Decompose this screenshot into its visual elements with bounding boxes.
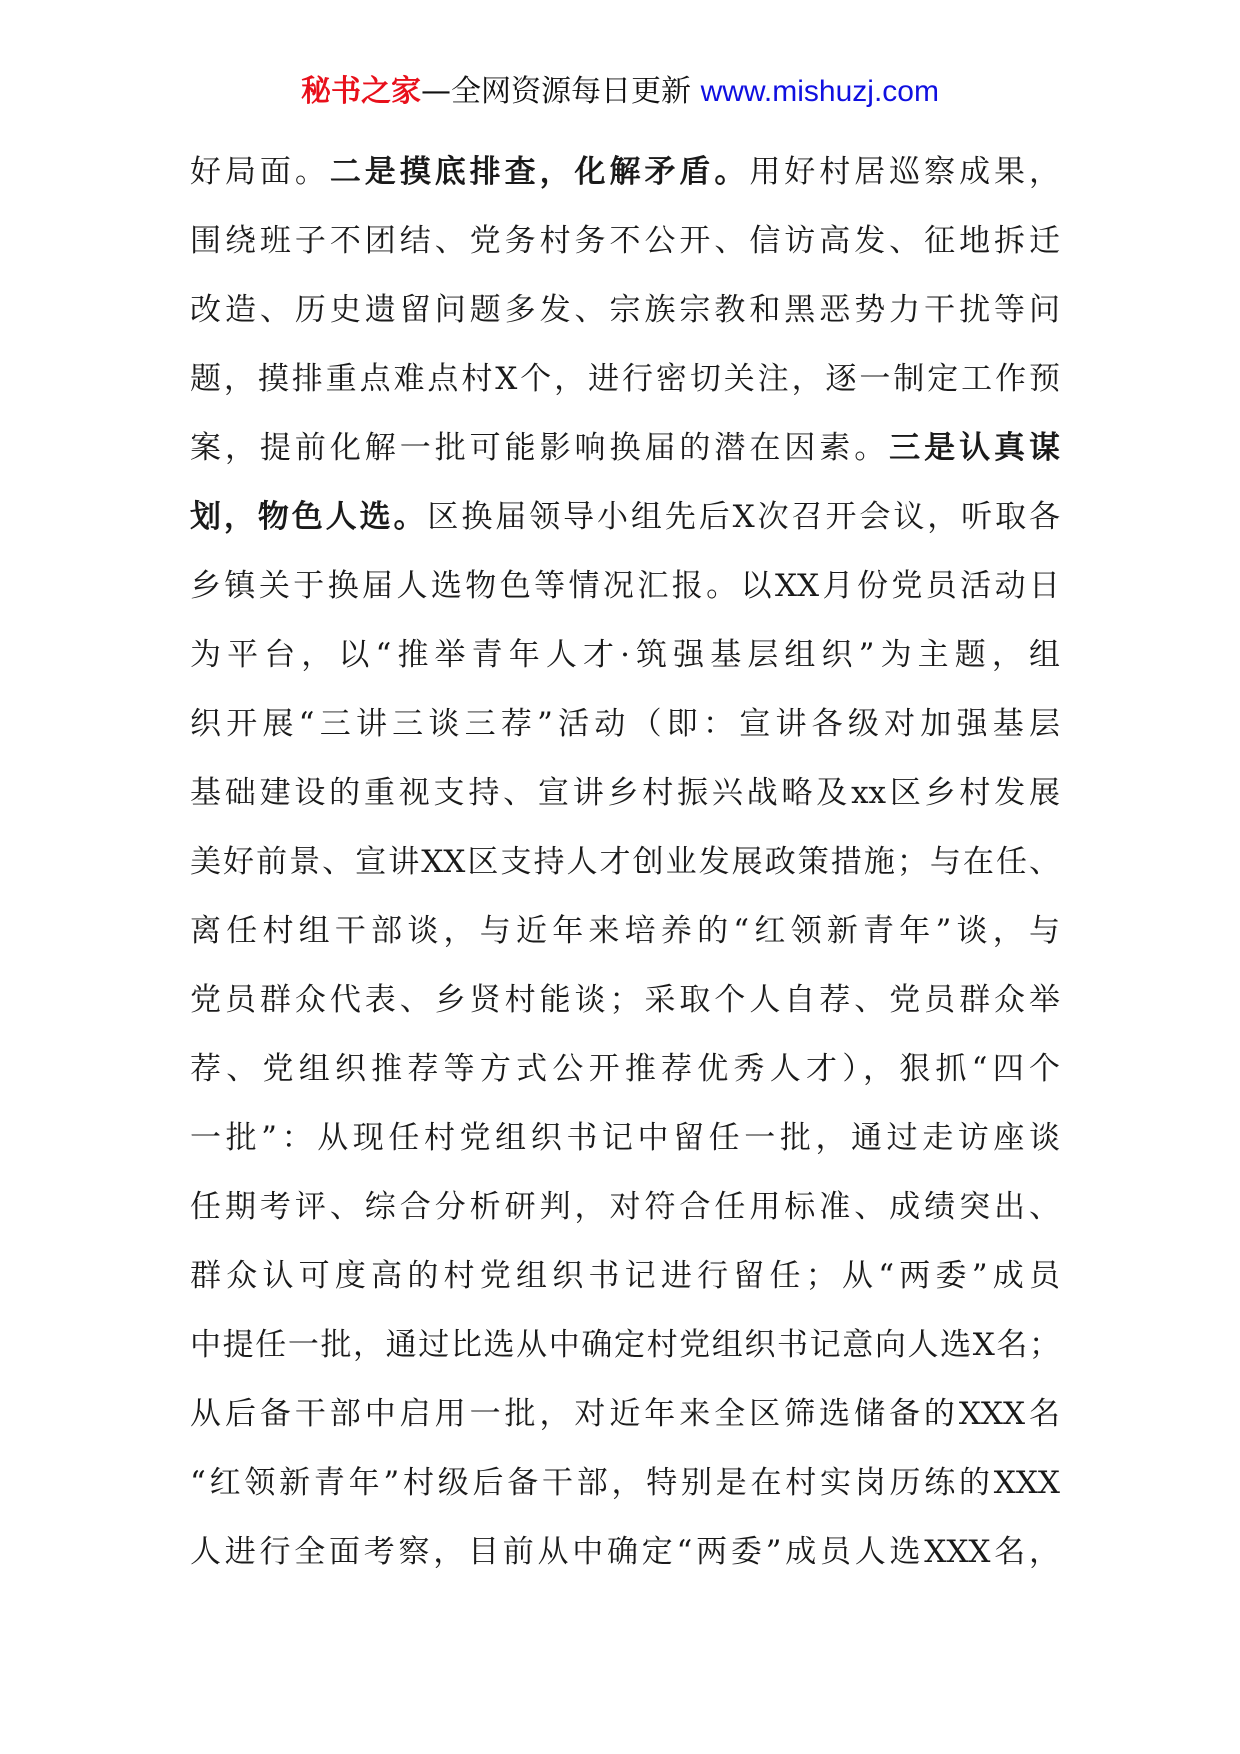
- text-line: [190, 621, 1060, 690]
- text-line: [190, 828, 1060, 897]
- text-line: [190, 414, 1060, 483]
- body-text-segment: 从后备干部中启用一批，对近年来全区筛选储备的XXX名: [190, 1396, 1060, 1432]
- header-tagline: 全网资源每日更新: [451, 74, 692, 109]
- document-body: [190, 138, 1060, 1587]
- body-text-segment: 案，提前化解一批可能影响换届的潜在因素。: [190, 430, 890, 466]
- body-text-segment: 群众认可度高的村党组织书记进行留任；从“两委”成员: [190, 1258, 1060, 1294]
- body-text-segment: 织开展“三讲三谈三荐”活动（即：宣讲各级对加强基层: [190, 706, 1060, 742]
- text-line: [190, 1173, 1060, 1242]
- body-text-segment: 围绕班子不团结、党务村务不公开、信访高发、征地拆迁: [190, 223, 1060, 259]
- body-text-segment: 为平台，以“推举青年人才·筑强基层组织”为主题，组: [190, 637, 1060, 673]
- body-text-segment: 基础建设的重视支持、宣讲乡村振兴战略及xx区乡村发展: [190, 775, 1060, 811]
- body-text-segment: 中提任一批，通过比选从中确定村党组织书记意向人选X名；: [190, 1327, 1060, 1363]
- text-line: [190, 897, 1060, 966]
- site-url-link[interactable]: www.mishuzj.com: [700, 75, 939, 108]
- body-text-segment: 乡镇关于换届人选物色等情况汇报。以XX月份党员活动日: [190, 568, 1060, 604]
- body-text-segment: 任期考评、综合分析研判，对符合任用标准、成绩突出、: [190, 1189, 1060, 1225]
- body-text-segment: 区换届领导小组先后X次召开会议，听取各: [427, 499, 1060, 535]
- text-line: [190, 690, 1060, 759]
- text-line: [190, 1449, 1060, 1518]
- text-line: [190, 1104, 1060, 1173]
- bold-heading-text: 三是认真谋: [889, 430, 1061, 466]
- body-text-segment: 一批”：从现任村党组织书记中留任一批，通过走访座谈: [190, 1120, 1060, 1156]
- text-line: [190, 138, 1060, 207]
- text-line: [190, 1518, 1060, 1587]
- text-line: [190, 552, 1060, 621]
- text-line: [190, 1311, 1060, 1380]
- text-line: [190, 966, 1060, 1035]
- body-text-segment: 人进行全面考察，目前从中确定“两委”成员人选XXX名，: [190, 1534, 1060, 1570]
- body-text-segment: 党员群众代表、乡贤村能谈；采取个人自荐、党员群众举: [190, 982, 1060, 1018]
- body-text-segment: 题，摸排重点难点村X个，进行密切关注，逐一制定工作预: [190, 361, 1060, 397]
- bold-heading-text: 划，物色人选。: [190, 499, 428, 535]
- text-line: [190, 1035, 1060, 1104]
- body-text-segment: 用好村居巡察成果，: [749, 154, 1061, 190]
- body-text-segment: “红领新青年”村级后备干部，特别是在村实岗历练的XXX: [190, 1465, 1060, 1501]
- header-dash: —: [421, 74, 452, 109]
- text-line: [190, 1380, 1060, 1449]
- body-text-segment: 离任村组干部谈，与近年来培养的“红领新青年”谈，与: [190, 913, 1060, 949]
- text-line: [190, 483, 1060, 552]
- site-header: [0, 70, 1240, 114]
- brand-name: 秘书之家: [301, 74, 422, 109]
- text-line: [190, 759, 1060, 828]
- text-line: [190, 207, 1060, 276]
- text-line: [190, 1242, 1060, 1311]
- body-text-segment: 好局面。: [190, 154, 330, 190]
- text-line: [190, 276, 1060, 345]
- body-text-segment: 荐、党组织推荐等方式公开推荐优秀人才），狠抓“四个: [190, 1051, 1060, 1087]
- body-text-segment: 美好前景、宣讲XX区支持人才创业发展政策措施；与在任、: [190, 844, 1060, 880]
- body-text-segment: 改造、历史遗留问题多发、宗族宗教和黑恶势力干扰等问: [190, 292, 1060, 328]
- text-line: [190, 345, 1060, 414]
- bold-heading-text: 二是摸底排查，化解矛盾。: [329, 154, 750, 190]
